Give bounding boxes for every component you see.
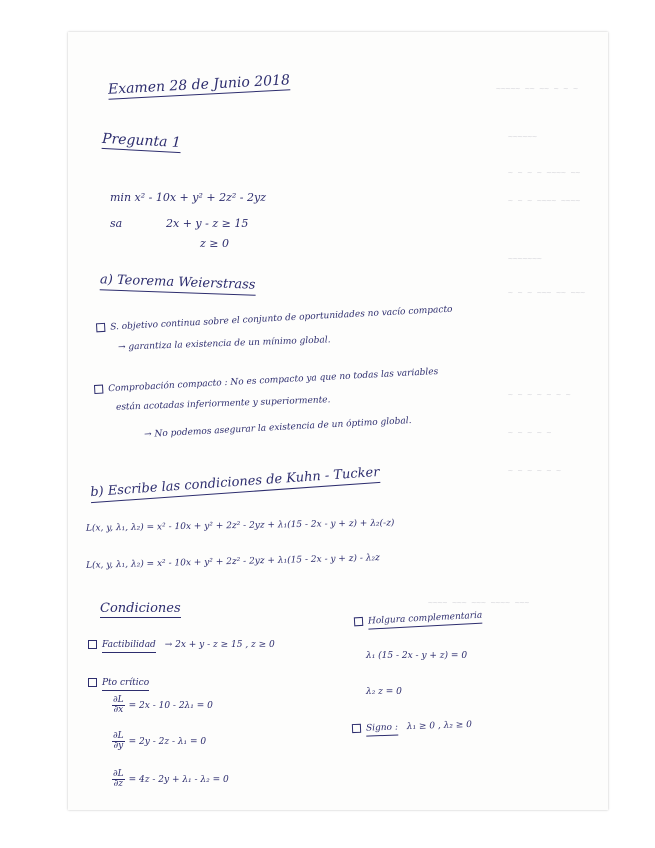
exam-title: Examen 28 de Junio 2018 [107,72,291,98]
part-a-heading [100,273,256,291]
part-b-heading [90,466,380,499]
bleed-through-7: ~ ~ ~ ~ ~ ~ ~ [508,390,571,399]
dl-dx-equation: = 2x - 10 - 2λ₁ = 0 [128,701,213,711]
part-a-heading-text: a) Teorema Weierstrass [100,272,256,295]
dl-dx-numerator: ∂L [113,695,124,705]
question-title: Pregunta 1 [101,130,182,152]
dl-dz-equation: = 4z - 2y + λ₁ - λ₂ = 0 [128,775,229,785]
part-a-bullet-1-line-1: S. objetivo continua sobre el conjunto de oportunidades no vacío compacto [109,304,453,333]
punto-critico-label: Pto crítico [102,678,149,691]
derivative-z [112,770,229,789]
bleed-through-3: ~ ~ ~ ~ ~~~~ ~~ [508,168,581,177]
constraint-2: z ≥ 0 [200,237,230,250]
constraint-1: 2x + y - z ≥ 15 [166,217,249,230]
bleed-through-9: ~ ~ ~ ~ ~ ~ [508,466,561,475]
signo-label: Signo : [366,722,398,736]
dl-dy-equation: = 2y - 2z - λ₁ = 0 [128,737,207,747]
part-a-bullet-2-line-1: Comprobación compacto : No es compacto ya que no todas las variables [107,366,439,395]
bleed-through-4: ~ ~ ~ ~~~~ ~~~~ [508,196,581,205]
bleed-through-10: ~~~~ ~~~ ~~~ ~~~~ ~~~ [428,598,530,607]
factibilidad-label: Factibilidad [102,640,156,653]
checkbox-icon [96,323,105,332]
holgura [354,611,483,628]
part-a-bullet-2-line-2: están acotadas inferiormente y superiormente. [115,395,331,413]
punto-critico [88,678,149,688]
exam-sheet [68,32,608,810]
conditions-heading: Condiciones [100,601,181,616]
bleed-through-8: ~ ~ ~ ~ ~ [508,428,552,437]
dl-dy-denominator: ∂y [113,741,124,751]
checkbox-icon [88,640,97,649]
factibilidad-value: → 2x + y - z ≥ 15 , z ≥ 0 [164,640,275,650]
holgura-eq-2: λ₂ z = 0 [366,687,402,697]
bleed-through-6: ~ ~ ~ ~~~ ~~ ~~~ [508,288,586,297]
subject-to-label: sa [110,217,123,230]
part-a-bullet-2 [94,367,439,395]
part-a-bullet-1-line-2: → garantiza la existencia de un mínimo global. [117,335,331,353]
dl-dy-numerator: ∂L [113,731,124,741]
dl-dx-fraction [112,696,125,715]
part-a-bullet-1 [96,305,453,334]
derivative-x [112,696,213,715]
checkbox-icon [88,678,97,687]
bleed-through-1: ~~~~~ ~~ ~~ ~ ~ ~ [496,84,578,93]
checkbox-icon [352,724,361,733]
signo-value: λ₁ ≥ 0 , λ₂ ≥ 0 [406,719,473,733]
lagrangian-1: L(x, y, λ₁, λ₂) = x² - 10x + y² + 2z² - 2yz + λ₁(15 - 2x - y + z) + λ₂(-z) [85,518,395,534]
dl-dz-fraction [112,770,125,789]
holgura-label: Holgura complementaria [368,611,483,630]
bleed-through-5: ~~~~~~~ [508,254,542,263]
checkbox-icon [354,617,363,626]
holgura-eq-1: λ₁ (15 - 2x - y + z) = 0 [366,651,468,661]
signo [352,720,472,734]
part-a-bullet-2-line-3: → No podemos asegurar la existencia de un óptimo global. [143,416,412,440]
objective-function: min x² - 10x + y² + 2z² - 2yz [110,191,267,204]
dl-dz-numerator: ∂L [113,769,124,779]
lagrangian-2: L(x, y, λ₁, λ₂) = x² - 10x + y² + 2z² - 2yz + λ₁(15 - 2x - y + z) - λ₂z [85,553,380,571]
derivative-y [112,732,206,751]
checkbox-icon [94,385,103,394]
dl-dy-fraction [112,732,125,751]
part-b-heading-text: b) Escribe las condiciones de Kuhn - Tucker [90,465,380,503]
bleed-through-2: ~~~~~~ [508,132,537,141]
factibilidad [88,640,275,650]
dl-dz-denominator: ∂z [113,779,124,789]
dl-dx-denominator: ∂x [113,705,124,715]
